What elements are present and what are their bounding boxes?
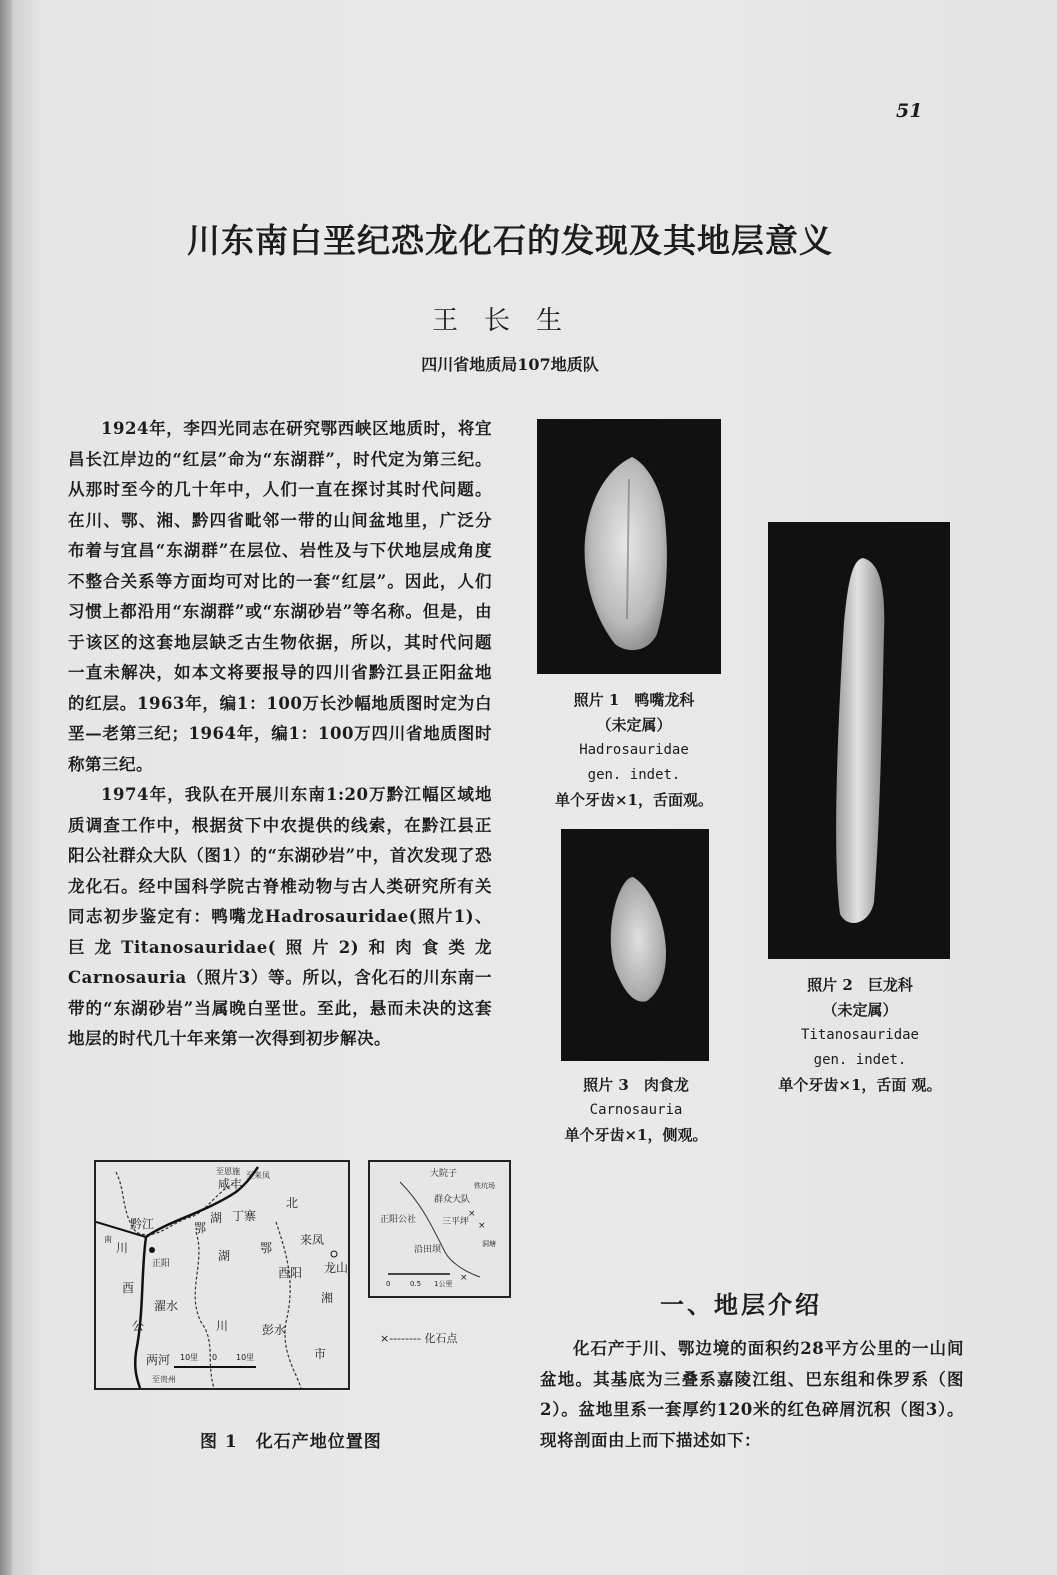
article-title: 川东南白垩纪恐龙化石的发现及其地层意义 [187, 221, 833, 260]
book-binding-shadow [0, 0, 12, 1575]
author-affiliation: 四川省地质局107地质队 [421, 355, 599, 374]
map-label: 鄂 [194, 1221, 207, 1235]
map-legend: ×-------- 化石点 [380, 1332, 458, 1345]
map-label: 正阳 [152, 1259, 171, 1269]
photo-2-caption-latin: Titanosauridae [800, 1027, 919, 1043]
map-label: 湘 [321, 1291, 334, 1305]
fossil-site-marker [149, 1247, 155, 1253]
inset-label: 洞塘 [482, 1240, 496, 1248]
map-label: 0 [212, 1353, 218, 1362]
map-label: 川 [216, 1319, 229, 1333]
photo-3-caption-latin: Carnosauria [589, 1102, 683, 1118]
map-label: 川 [116, 1241, 129, 1255]
inset-label: 0 [386, 1280, 391, 1288]
map-label: 濯水 [154, 1299, 179, 1313]
map-label: 酉 [122, 1281, 135, 1295]
tooth-image [768, 522, 950, 959]
fossil-site-marker: × [478, 1221, 486, 1231]
map-label: 咸丰 [218, 1177, 243, 1191]
map-label: 丁寨 [232, 1209, 257, 1223]
map-label: 10里 [180, 1353, 199, 1362]
author-name: 王长生 [431, 306, 588, 336]
tooth-image [561, 829, 709, 1061]
map-label: 黔江 [130, 1217, 155, 1231]
section-heading: 一、地层介绍 [660, 1291, 822, 1319]
map-label: 10里 [236, 1353, 255, 1362]
photo-1-caption-latin: Hadrosauridae [579, 742, 689, 758]
inset-label: 沿田坝 [414, 1245, 442, 1255]
photo-3-carnosaur-tooth [561, 829, 709, 1061]
map-label: 彭水 [262, 1323, 287, 1337]
photo-3-caption-note: 单个牙齿×1，侧观。 [564, 1126, 708, 1144]
map-label: 鄂 [260, 1241, 273, 1255]
inset-label: 群众大队 [434, 1195, 471, 1205]
photo-3-caption-cn: 照片 3 肉食龙 [583, 1076, 689, 1094]
inset-label: 三平坪 [442, 1217, 470, 1227]
city-marker [331, 1251, 337, 1257]
tooth-image [537, 419, 721, 674]
photo-1-caption-genus: （未定属） [596, 716, 672, 734]
fossil-site-marker: × [460, 1273, 468, 1283]
map-label: 两河 [146, 1353, 171, 1367]
right-column-text [540, 1334, 964, 1456]
photo-1-caption [537, 688, 731, 813]
paragraph-3: 化石产于川、鄂边境的面积约28平方公里的一山间盆地。其基底为三叠系嘉陵江组、巴东组和侏罗系（图2）。盆地里系一套厚约120米的红色碎屑沉积（图3）。现将剖面由上而下描述如下： [540, 1339, 964, 1450]
inset-label: 铁坑场 [474, 1182, 495, 1190]
fossil-site-marker: × [468, 1209, 476, 1219]
map-label: 酉阳 [278, 1266, 303, 1280]
paragraph-1: 1924年，李四光同志在研究鄂西峡区地质时，将宜昌长江岸边的“红层”命为“东湖群”，时代定为第三纪。从那时至今的几十年中，人们一直在探讨其时代问题。在川、鄂、湘、黔四省毗邻一带的山间盆地里，广泛分布着与宜昌“东湖群”在层位、岩性及与下伏地层成角度不整合关系等方面均可对比的一套“红层”。因此，人们习惯上都沿用“东湖群”或“东湖砂岩”等名称。但是，由于该区的这套地层缺乏古生物依据，所以，其时代问题一直未解决，如本文将要报导的四川省黔江县正阳盆地的红层。1963年，编1：100万长沙幅地质图时定为白垩—老第三纪；1964年，编1：100万四川省地质图时称第三纪。 [68, 419, 492, 774]
map-label: 湖 [218, 1249, 231, 1263]
photo-1-caption-note: 单个牙齿×1，舌面观。 [554, 791, 713, 809]
photo-3-caption [546, 1073, 726, 1148]
map-label: 龙山 [324, 1261, 348, 1275]
left-column-text [68, 414, 492, 1055]
inset-label: 0.5 [410, 1280, 422, 1288]
inset-label: 1公里 [434, 1280, 453, 1288]
map-label: 北 [286, 1196, 299, 1210]
location-map-inset [368, 1160, 511, 1298]
map-label: 湖 [210, 1211, 223, 1225]
map-label: 至恩施 [216, 1167, 240, 1176]
paragraph-2: 1974年，我队在开展川东南1:20万黔江幅区域地质调查工作中，根据贫下中农提供的线索，在黔江县正阳公社群众大队（图1）的“东湖砂岩”中，首次发现了恐龙化石。经中国科学院古脊椎动物与古人类研究所有关同志初步鉴定有：鸭嘴龙Hadrosauridae(照片1)、巨龙Titanosauridae(照片2)和肉食类龙Carnosauria（照片3）等。所以，含化石的川东南一带的“东湖砂岩”当属晚白垩世。至此，悬而未决的这套地层的时代几十年来第一次得到初步解决。 [68, 785, 492, 1048]
map-label: 市 [314, 1347, 327, 1361]
photo-1-caption-indet: gen. indet. [587, 767, 681, 783]
photo-2-caption-cn: 照片 2 巨龙科 [807, 976, 913, 994]
map-label: 南 [104, 1235, 112, 1244]
photo-2-titanosaur-tooth [768, 522, 950, 959]
location-map-main [94, 1160, 350, 1390]
inset-label: 正阳公社 [380, 1215, 417, 1225]
map-label: 至来凤 [246, 1171, 270, 1180]
photo-2-caption [760, 973, 960, 1098]
photo-2-caption-genus: （未定属） [822, 1001, 898, 1019]
map-label: 至贵州 [152, 1375, 176, 1384]
photo-2-caption-note: 单个牙齿×1，舌面 观。 [778, 1076, 942, 1094]
photo-2-caption-indet: gen. indet. [813, 1052, 907, 1068]
figure-1-caption: 图 1 化石产地位置图 [200, 1432, 382, 1452]
inset-label: 大院子 [430, 1169, 458, 1179]
map-label: 来凤 [300, 1233, 325, 1247]
map-label: 公 [132, 1319, 145, 1333]
page-number: 51 [896, 100, 923, 122]
photo-1-hadrosaur-tooth [537, 419, 721, 674]
photo-1-caption-cn: 照片 1 鸭嘴龙科 [573, 691, 695, 709]
